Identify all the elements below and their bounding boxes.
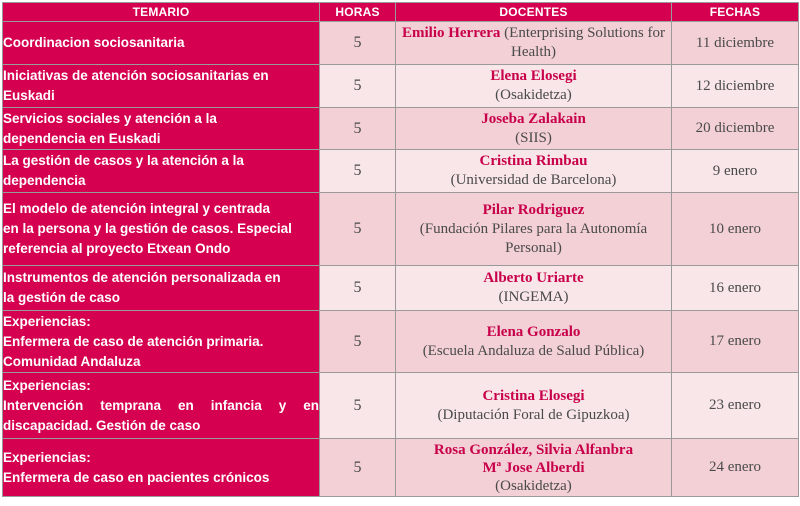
topic-line: Comunidad Andaluza xyxy=(3,353,141,369)
teacher-cell xyxy=(396,108,672,150)
topic-line: La gestión de casos y la atención a la xyxy=(3,153,244,168)
teacher-cell xyxy=(396,22,672,65)
table-row xyxy=(3,373,799,439)
hours-cell: 5 xyxy=(320,266,396,311)
table-row xyxy=(3,311,799,373)
topic-line: Enfermera de caso en pacientes crónicos xyxy=(3,469,270,485)
header-row xyxy=(3,3,799,22)
hours-cell: 5 xyxy=(320,65,396,108)
teacher-affiliation: (Enterprising Solutions for Health) xyxy=(504,25,665,60)
topic-cell xyxy=(3,150,320,193)
teacher-affiliation: (Diputación Foral de Gipuzkoa) xyxy=(437,406,630,423)
hours-cell: 5 xyxy=(320,150,396,193)
table-row xyxy=(3,65,799,108)
teacher-name: Cristina Rimbau xyxy=(479,153,588,169)
date-cell: 17 enero xyxy=(672,311,799,373)
date-cell: 10 enero xyxy=(672,193,799,266)
table-row xyxy=(3,266,799,311)
teacher-name: Joseba Zalakain xyxy=(481,110,586,127)
hours-cell: 5 xyxy=(320,439,396,497)
hours-cell: 5 xyxy=(320,311,396,373)
teacher-name: Mª Jose Alberdi xyxy=(482,459,585,476)
date-cell: 12 diciembre xyxy=(672,65,799,108)
teacher-affiliation: (Escuela Andaluza de Salud Pública) xyxy=(422,342,645,359)
teacher-name: Pilar Rodriguez xyxy=(482,201,585,218)
teacher-name: Cristina Elosegi xyxy=(482,387,585,404)
header-temario: TEMARIO xyxy=(3,3,320,22)
teacher-cell xyxy=(396,439,672,497)
teacher-affiliation: (Osakidetza) xyxy=(495,87,572,103)
topic-cell xyxy=(3,439,320,497)
teacher-affiliation: (SIIS) xyxy=(515,129,552,146)
course-schedule-table xyxy=(2,2,799,497)
date-cell: 23 enero xyxy=(672,373,799,439)
table-row xyxy=(3,108,799,150)
teacher-affiliation: (INGEMA) xyxy=(498,289,569,305)
topic-cell xyxy=(3,108,320,150)
teacher-affiliation: (Fundación Pilares para la Autonomía Personal) xyxy=(419,220,648,256)
topic-cell xyxy=(3,311,320,373)
topic-line: dependencia xyxy=(3,173,86,188)
date-cell: 24 enero xyxy=(672,439,799,497)
topic-line: discapacidad. Gestión de caso xyxy=(3,417,201,433)
topic-line: Servicios sociales y atención a la xyxy=(3,110,217,126)
teacher-name: Alberto Uriarte xyxy=(483,270,584,286)
topic-cell xyxy=(3,22,320,65)
topic-line: Experiencias: xyxy=(3,449,91,465)
topic-line: dependencia en Euskadi xyxy=(3,130,161,146)
date-cell: 9 enero xyxy=(672,150,799,193)
topic-cell xyxy=(3,193,320,266)
table-row xyxy=(3,22,799,65)
teacher-name: Emilio Herrera xyxy=(401,25,501,41)
table-row xyxy=(3,439,799,497)
hours-cell: 5 xyxy=(320,373,396,439)
hours-cell: 5 xyxy=(320,22,396,65)
teacher-cell xyxy=(396,150,672,193)
topic-line: Instrumentos de atención personalizada en xyxy=(3,270,281,285)
topic-line: Iniciativas de atención sociosanitarias en xyxy=(3,68,269,83)
topic-line: en la persona y la gestión de casos. Especial xyxy=(3,221,292,236)
topic-line: El modelo de atención integral y centrada xyxy=(3,201,271,216)
header-fechas: FECHAS xyxy=(672,3,799,22)
teacher-name: Elena Gonzalo xyxy=(486,323,581,340)
topic-line: Experiencias: xyxy=(3,377,91,393)
topic-line: Euskadi xyxy=(3,88,55,103)
teacher-cell xyxy=(396,311,672,373)
topic-cell xyxy=(3,65,320,108)
header-horas: HORAS xyxy=(320,3,396,22)
teacher-cell xyxy=(396,266,672,311)
table-row xyxy=(3,193,799,266)
topic-line: referencia al proyecto Etxean Ondo xyxy=(3,241,231,256)
teacher-cell xyxy=(396,65,672,108)
date-cell: 11 diciembre xyxy=(672,22,799,65)
date-cell: 20 diciembre xyxy=(672,108,799,150)
date-cell: 16 enero xyxy=(672,266,799,311)
topic-cell xyxy=(3,266,320,311)
teacher-cell xyxy=(396,373,672,439)
topic-line: Experiencias: xyxy=(3,313,91,329)
topic-line: Enfermera de caso de atención primaria. xyxy=(3,333,264,349)
hours-cell: 5 xyxy=(320,108,396,150)
topic-line: Coordinacion sociosanitaria xyxy=(3,35,185,50)
topic-line: la gestión de caso xyxy=(3,290,121,305)
teacher-affiliation: (Osakidetza) xyxy=(495,477,572,494)
teacher-cell xyxy=(396,193,672,266)
hours-cell: 5 xyxy=(320,193,396,266)
topic-line: Intervención temprana en infancia y en xyxy=(3,397,319,413)
topic-cell xyxy=(3,373,320,439)
teacher-name: Rosa González, Silvia Alfanbra xyxy=(433,441,634,458)
teacher-name: Elena Elosegi xyxy=(490,68,577,84)
table-row xyxy=(3,150,799,193)
header-docentes: DOCENTES xyxy=(396,3,672,22)
teacher-affiliation: (Universidad de Barcelona) xyxy=(450,172,617,188)
